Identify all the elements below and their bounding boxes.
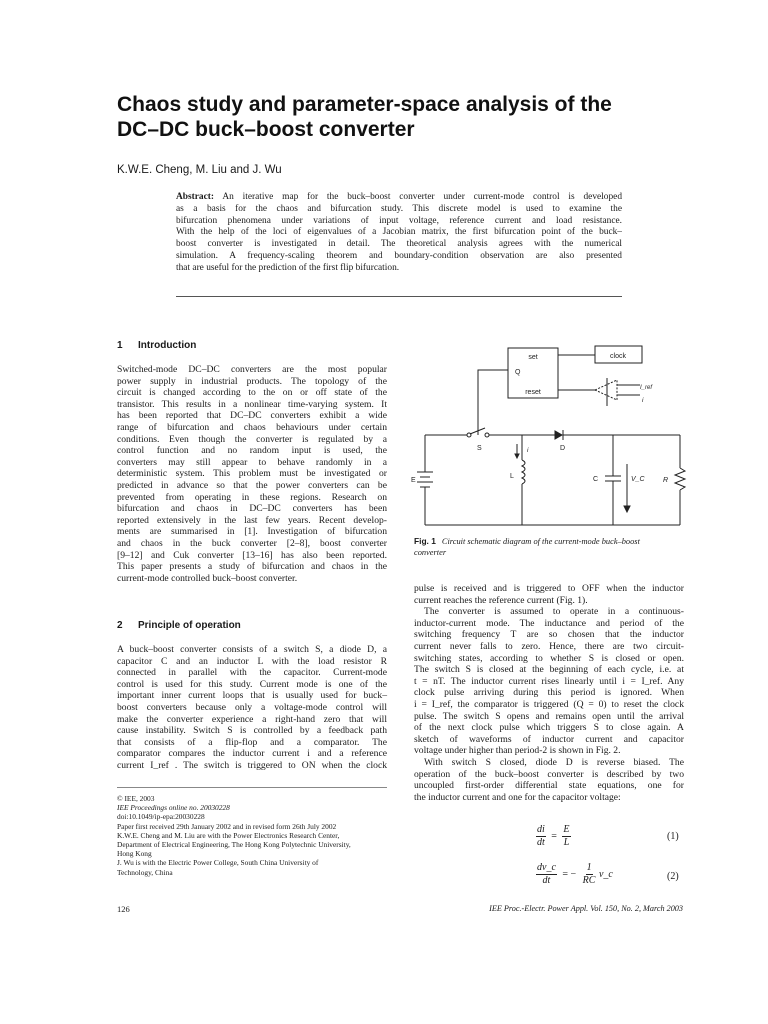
figure-caption-line-1: Circuit schematic diagram of the current-mode buck–boost [441, 537, 640, 546]
clock-label: clock [610, 353, 626, 360]
body-line: conditions. Even though the converter is regulated by a [117, 433, 387, 445]
eq1-lhs-denominator: dt [537, 837, 545, 848]
body-line: and chaos in the buck converter [2–8], boost converter [117, 537, 387, 549]
flip-flop-q-label: Q [515, 369, 521, 376]
body-line: control function and no random input is used, the [117, 445, 387, 457]
body-line: the inductor current and one for the capacitor voltage: [414, 791, 621, 803]
body-line: With switch S closed, diode D is reverse biased. The [424, 756, 684, 768]
body-line: prevented from operating in these regions. Research on [117, 491, 387, 503]
body-line: connected in parallel with the capacitor. Current-mode [117, 667, 387, 679]
abstract-divider [176, 296, 622, 297]
comparator-symbol [595, 380, 617, 400]
footnote-affil-1: K.W.E. Cheng and M. Liu are with the Power Electronics Research Center, [117, 830, 340, 840]
body-line: control is used for this study. Current mode is one of the [117, 678, 387, 690]
body-line: t = nT. The inductor current rises linearly until i = I_ref. Any [414, 675, 684, 687]
footnote-received: Paper first received 29th January 2002 and in revised form 26th July 2002 [117, 821, 337, 831]
footnote-doi: doi:10.1049/ip-epa:20030228 [117, 812, 205, 822]
title-line-1: Chaos study and parameter-space analysis of the [117, 93, 612, 116]
flip-flop-set-label: set [528, 354, 538, 361]
flip-flop-reset-label: reset [525, 389, 541, 396]
body-line: sketch of waveforms of inductor current and capacitor [414, 733, 684, 745]
diode-label: D [560, 445, 566, 452]
body-line: bifurcation and chaos in DC–DC converters has been [117, 503, 387, 515]
body-line: important inner current loops that is usually used for buck– [117, 690, 387, 702]
body-line: converters may still appear to behave randomly in a [117, 456, 387, 468]
body-line: deterministic system. This problem must be investigated or [117, 468, 387, 480]
eq2-rhs-denominator: RC [582, 875, 596, 886]
abstract-label: Abstract: [176, 192, 215, 202]
vc-label: V_C [631, 476, 645, 483]
body-line: pulse is received and is triggered to OFF when the inductor [414, 583, 684, 594]
body-line: boost converters because only a voltage-mode control will [117, 701, 387, 713]
eq2-lhs-numerator: dv_c [537, 862, 556, 873]
footnote-affil-4: J. Wu is with the Electric Power College, South China University of [117, 858, 319, 868]
inductor-current-label: i [527, 447, 529, 454]
equation-1: $\frac{di}{dt}$ = $\frac{E}{L}$ [537, 824, 570, 848]
abstract-line-2: as a basis for the chaos and bifurcation study. This discrete model is used to examine the [176, 203, 622, 214]
body-line: This paper presents a study of bifurcation and chaos in the [117, 561, 387, 573]
footnote-divider [117, 787, 387, 788]
switch-contact-right [485, 433, 489, 437]
body-line: switching frequency T are so chosen that the inductor [414, 629, 684, 641]
body-line: ments are summarised in [1]. Investigation of bifurcation [117, 526, 387, 538]
body-line: has been reported that DC–DC converters exhibit a wide [117, 410, 387, 422]
body-line: of the next clock pulse which triggers S to close again. A [414, 722, 684, 734]
abstract [176, 192, 622, 275]
body-line: clock pulse arriving during this period is ignored. When [414, 687, 684, 699]
abstract-line-7: that are useful for the prediction of the first flip bifurcation. [176, 262, 400, 273]
i-comparator-label: i [642, 397, 644, 404]
source-label: E [411, 477, 416, 484]
eq2-lhs-denominator: dt [542, 875, 551, 886]
body-line: current never falls to zero. Hence, there are two circuit- [414, 640, 684, 652]
body-line: A buck–boost converter consists of a switch S, a diode D, a [117, 644, 387, 655]
equation-1-number: (1) [667, 831, 679, 842]
footnote-online: IEE Proceedings online no. 20030228 [117, 803, 230, 813]
authors: K.W.E. Cheng, M. Liu and J. Wu [117, 164, 282, 176]
body-line: power supply in industrial products. The topology of the [117, 375, 387, 387]
resistor-label: R [663, 477, 669, 484]
section-1-title: Introduction [138, 340, 197, 351]
figure-label: Fig. 1 [414, 536, 436, 546]
eq1-rhs-denominator: L [563, 837, 570, 848]
capacitor-label: C [593, 476, 599, 483]
body-line: Switched-mode DC–DC converters are the most popular [117, 364, 387, 375]
inductor-label: L [510, 473, 514, 480]
body-line: operation of the buck–boost converter is described by two [414, 768, 684, 780]
footnote-affil-2: Department of Electrical Engineering, The Hong Kong Polytechnic University, [117, 840, 351, 850]
footnote-copyright: © IEE, 2003 [117, 794, 155, 803]
resistor-zigzag [675, 468, 685, 490]
body-line: predicted in advance so that the power converters can be [117, 479, 387, 491]
body-line: transistor. This results in a nonlinear time-varying system. It [117, 398, 387, 410]
body-line: make the converter experience a right-hand zero that will [117, 713, 387, 725]
body-line: inductor-current mode. The inductance and period of the [414, 617, 684, 629]
title-line-2: DC–DC buck–boost converter [117, 118, 415, 141]
figure-caption-line-2: converter [414, 547, 447, 557]
inductor-current-arrowhead [515, 454, 519, 458]
eq2-rhs-variable: v_c [598, 868, 613, 880]
body-line: uncoupled first-order differential state equations, one for [414, 780, 684, 792]
eq2-rhs-numerator: 1 [586, 862, 592, 873]
body-line: current reaches the reference current (Fig. 1). [414, 594, 588, 606]
iref-label: I_ref [640, 385, 653, 391]
body-line: current I_ref . The switch is triggered to ON when the clock [117, 759, 387, 771]
circuit-schematic [405, 340, 690, 540]
diode-symbol [555, 431, 562, 439]
inductor-coil [522, 460, 525, 484]
body-line: that consists of a flip-flop and a comparator. The [117, 736, 387, 748]
body-line: range of bifurcation and chaos behaviours under certain [117, 421, 387, 433]
figure-caption [414, 536, 694, 558]
feedback-wire [478, 370, 508, 435]
section-2-body [117, 644, 387, 772]
body-line: i = I_ref, the comparator is triggered (Q = 0) to reset the clock [414, 698, 684, 710]
abstract-line-5: boost converter is investigated in detail. The theoretical analysis agrees with the numerical [176, 239, 622, 250]
footnote-affil-5: Technology, China [117, 867, 173, 877]
equation-2-number: (2) [667, 871, 679, 882]
body-line: The switch S is closed at the beginning of each cycle, i.e. at [414, 664, 684, 676]
body-line: capacitor C and an inductor L with the load resistor R [117, 655, 387, 667]
footnote-affil-3: Hong Kong [117, 849, 152, 859]
section-2-number: 2 [117, 620, 123, 631]
body-line: comparator compares the inductor current i and a reference [117, 748, 387, 760]
section-1-body [117, 364, 387, 584]
eq1-lhs-numerator: di [537, 824, 545, 835]
paper-title [117, 92, 677, 142]
abstract-line-6: simulation. A frequency-scaling theorem and boundary-condition observation are also presented [176, 250, 622, 261]
right-column-body [414, 583, 684, 803]
abstract-line-1: An iterative map for the buck–boost converter under current-mode control is developed [222, 192, 623, 202]
body-line: reported extensively in the last few years. Recent develop- [117, 514, 387, 526]
body-line: The converter is assumed to operate in a continuous- [424, 606, 684, 618]
journal-reference: IEE Proc.-Electr. Power Appl. Vol. 150, No. 2, March 2003 [489, 904, 683, 913]
footnotes [117, 794, 387, 877]
section-1-heading [117, 340, 196, 351]
equation-2: $\frac{dv\_c}{dt}$ = − $\frac{1}{RC}$ v_c [537, 862, 613, 886]
body-line: circuit is changed according to the on or off state of the [117, 387, 387, 399]
body-line: voltage under higher than period-2 is shown in Fig. 2. [414, 745, 621, 757]
eq1-rhs-numerator: E [563, 824, 570, 835]
section-2-title: Principle of operation [138, 620, 241, 631]
body-line: switching states, according to whether S is closed or open. [414, 652, 684, 664]
body-line: [9–12] and Cuk converter [13–16] has also been reported. [117, 549, 387, 561]
section-2-heading [117, 620, 241, 631]
vc-arrowhead [624, 506, 630, 512]
body-line: cause instability. Switch S is controlled by a feedback path [117, 725, 387, 737]
page-number: 126 [117, 904, 130, 914]
abstract-line-3: bifurcation phenomena under variations of input voltage, reference current and load resistance. [176, 215, 622, 226]
body-line: pulse. The switch S opens and remains open until the arrival [414, 710, 684, 722]
switch-label: S [477, 445, 482, 452]
body-line: current-mode controlled buck–boost converter. [117, 572, 298, 584]
abstract-line-4: With the help of the loci of eigenvalues of a Jacobian matrix, the first bifurcation point of the buck– [176, 227, 622, 238]
section-1-number: 1 [117, 340, 123, 351]
